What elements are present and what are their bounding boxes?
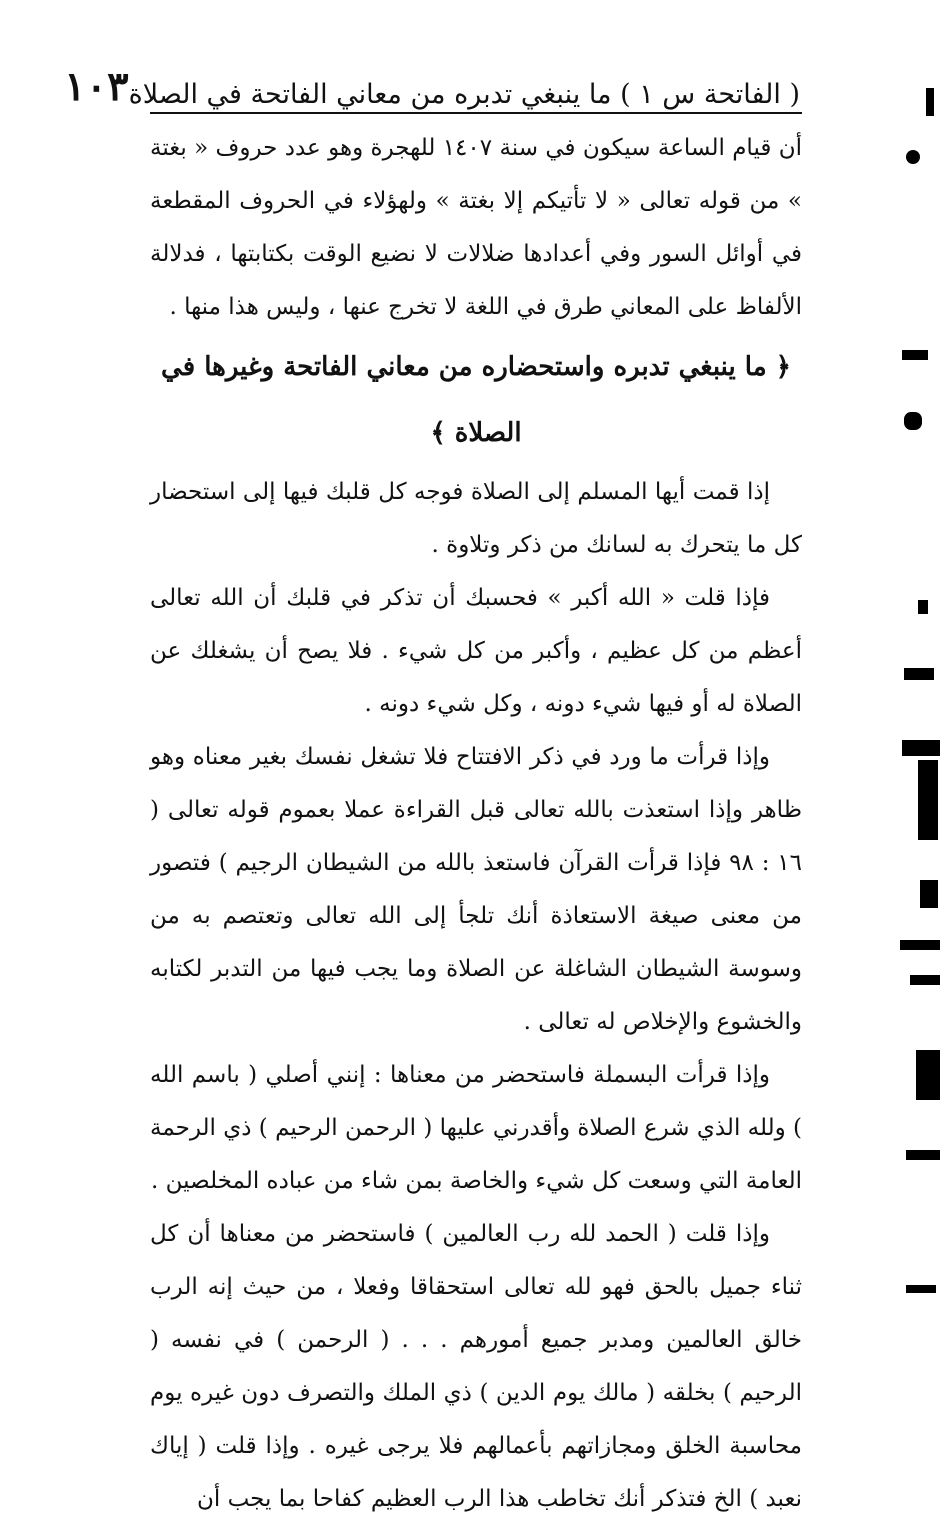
page-number: ١٠٣ — [64, 63, 129, 110]
running-title: ( الفاتحة س ١ ) ما ينبغي تدبره من معاني الفاتحة في الصلاة — [128, 79, 800, 110]
scan-edge-mark — [906, 1285, 936, 1293]
scan-edge-mark — [918, 760, 938, 840]
page-body — [150, 122, 802, 1526]
scan-edge-mark — [906, 1150, 940, 1160]
paragraph-5: وإذا قرأت البسملة فاستحضر من معناها : إنني أصلي ( باسم الله ) ولله الذي شرع الصلاة وأقدرني عليها ( الرحمن الرحيم ) ذي الرحمة العامة التي وسعت كل شيء والخاصة بمن شاء من عباده المخلصين . — [150, 1062, 802, 1194]
scan-edge-mark — [902, 350, 928, 360]
section-heading: ﴿ ما ينبغي تدبره واستحضاره من معاني الفاتحة وغيرها في الصلاة ﴾ — [161, 352, 791, 448]
scan-edge-mark — [902, 740, 940, 756]
page-header — [64, 60, 800, 110]
scan-edge-mark — [904, 412, 922, 430]
scan-edge-mark — [926, 88, 934, 116]
paragraph-6: وإذا قلت ( الحمد لله رب العالمين ) فاستحضر من معناها أن كل ثناء جميل بالحق فهو لله تعالى استحقاقا وفعلا ، من حيث إنه الرب خالق العالمين ومدبر جميع أمورهم . . . ( الرحمن ) في نفسه ( الرحيم ) بخلقه ( مالك يوم الدين ) ذي الملك والتصرف دون غيره يوم محاسبة الخلق ومجازاتهم بأعمالهم فلا يرجى غيره . وإذا قلت ( إياك نعبد ) الخ فتذكر أنك تخاطب هذا الرب العظيم كفاحا بما يجب أن — [150, 1221, 802, 1512]
header-rule — [150, 112, 802, 114]
scan-edge-mark — [916, 1050, 940, 1100]
scan-edge-mark — [904, 668, 934, 680]
scan-edge-mark — [910, 975, 940, 985]
paragraph-1: أن قيام الساعة سيكون في سنة ١٤٠٧ للهجرة وهو عدد حروف « بغتة » من قوله تعالى « لا تأتيكم إلا بغتة » ولهؤلاء في الحروف المقطعة في أوائل السور وفي أعدادها ضلالات لا نضيع الوقت بكتابتها ، فدلالة الألفاظ على المعاني طرق في اللغة لا تخرج عنها ، وليس هذا منها . — [150, 135, 802, 320]
paragraph-2: إذا قمت أيها المسلم إلى الصلاة فوجه كل قلبك فيها إلى استحضار كل ما يتحرك به لسانك من ذكر وتلاوة . — [150, 479, 802, 558]
paragraph-4: وإذا قرأت ما ورد في ذكر الافتتاح فلا تشغل نفسك بغير معناه وهو ظاهر وإذا استعذت بالله تعالى قبل القراءة عملا بعموم قوله تعالى ( ١٦ : ٩٨ فإذا قرأت القرآن فاستعذ بالله من الشيطان الرجيم ) فتصور من معنى صيغة الاستعاذة أنك تلجأ إلى الله تعالى وتعتصم به من وسوسة الشيطان الشاغلة عن الصلاة وما يجب فيها من التدبر لكتابه والخشوع والإخلاص له تعالى . — [150, 744, 802, 1035]
paragraph-3: فإذا قلت « الله أكبر » فحسبك أن تذكر في قلبك أن الله تعالى أعظم من كل عظيم ، وأكبر من كل شيء . فلا يصح أن يشغلك عن الصلاة له أو فيها شيء دونه ، وكل شيء دونه . — [150, 585, 802, 717]
scan-edge-mark — [906, 150, 920, 164]
scan-edge-mark — [918, 600, 928, 614]
scan-edge-mark — [900, 940, 940, 950]
scan-edge-mark — [920, 880, 938, 908]
